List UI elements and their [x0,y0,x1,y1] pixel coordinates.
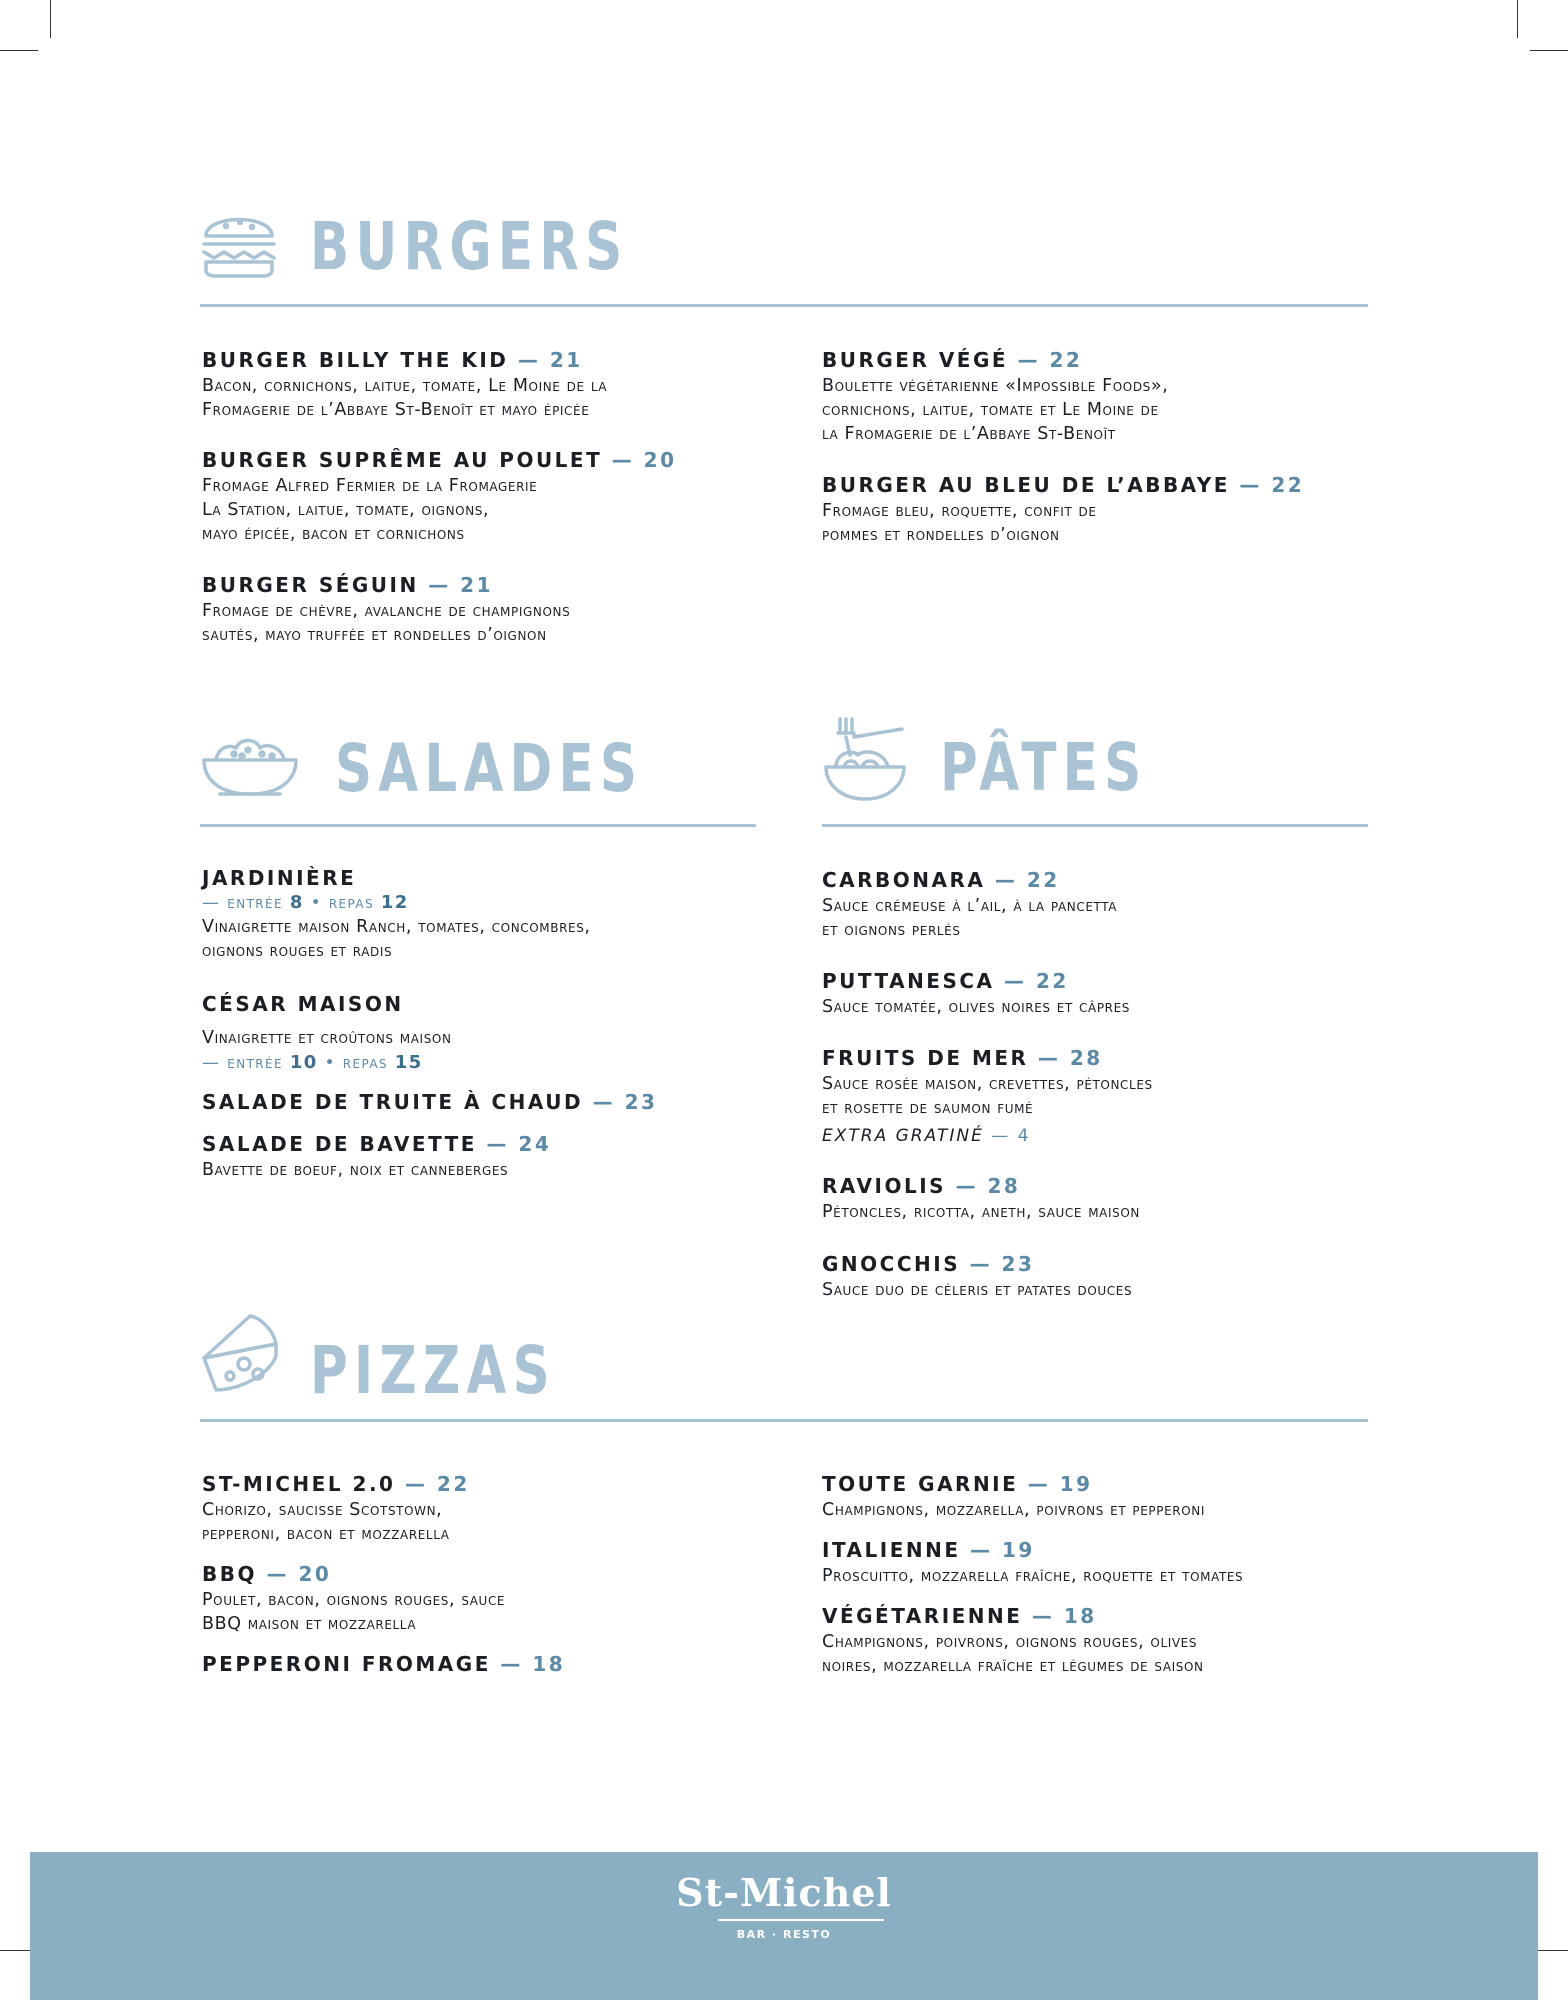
footer-band [30,1852,1538,2000]
repas-label: repas [342,1053,388,1073]
description-line: Bavette de boeuf, noix et canneberges [202,1160,509,1180]
price-dash: — [960,1538,1002,1562]
item-name-line [822,868,1382,892]
item-name-line [202,573,762,597]
item-description [202,599,762,647]
item-name: FRUITS DE MER [822,1046,1029,1070]
logo-divider [718,1919,884,1921]
item-extra [822,1126,1382,1146]
item-price: 18 [1063,1604,1097,1628]
pizza-slice-icon [200,1310,282,1398]
menu-item [822,1538,1382,1588]
section-divider [200,304,1368,307]
price-dash: — [1229,473,1272,497]
item-description [822,374,1382,446]
menu-item [202,866,762,963]
item-sizes [202,892,762,913]
item-name-line [202,448,762,472]
menu-item [822,473,1382,547]
entree-label: entrée [227,893,284,913]
menu-item [822,1174,1382,1224]
bullet: • [303,893,329,913]
item-name-line [202,1562,762,1586]
item-price: 22 [1035,969,1069,993]
entree-price: 8 [289,892,304,913]
item-sizes [202,1052,762,1073]
brand-logo: St-Michel [676,1870,892,1915]
item-name-line [822,473,1382,497]
item-name: SALADE DE BAVETTE [202,1132,477,1156]
item-name-line [202,866,762,890]
price-dash: — [490,1652,533,1676]
brand-tagline: BAR · RESTO [736,1928,832,1941]
item-name: JARDINIÈRE [202,866,357,890]
item-name: CÉSAR MAISON [202,992,404,1016]
description-line: Poulet, bacon, oignons rouges, sauce [202,1590,506,1610]
pizzas-header [200,1310,760,1420]
item-name-line [202,1090,762,1114]
description-line: Fromage de chèvre, avalanche de champignons [202,601,571,621]
menu-item [822,868,1382,942]
price-dash: — [960,1252,1002,1276]
item-name: SALADE DE TRUITE À CHAUD [202,1090,584,1114]
item-description [822,1498,1382,1522]
price-dash: — [418,573,461,597]
description-line: mayo épicée, bacon et cornichons [202,524,465,544]
item-description [822,894,1382,942]
item-price: 21 [549,348,583,372]
section-title: SALADES [335,730,644,807]
section-divider [822,824,1368,827]
description-line: Fromage bleu, roquette, confit de [822,501,1097,521]
menu-item [202,1132,762,1182]
description-line: Sauce duo de céleris et patates douces [822,1280,1133,1300]
price-dash: — [1022,1604,1064,1628]
item-name-line [202,348,762,372]
item-description [202,915,762,963]
price-dash: — [202,1053,228,1073]
item-name: CARBONARA [822,868,986,892]
description-line: Vinaigrette et croûtons maison [202,1028,452,1048]
item-name-line [202,1652,762,1676]
menu-item [202,1652,762,1676]
item-name: PUTTANESCA [822,969,995,993]
item-price: 22 [1049,348,1083,372]
description-line: oignons rouges et radis [202,941,393,961]
price-dash: — [508,348,550,372]
item-name: GNOCCHIS [822,1252,961,1276]
item-name: BURGER VÉGÉ [822,348,1009,372]
description-line: Sauce crémeuse à l’ail, à la pancetta [822,896,1118,916]
repas-label: repas [328,893,375,913]
item-name-line [822,1538,1382,1562]
menu-item [822,1252,1382,1302]
item-name: ITALIENNE [822,1538,961,1562]
price-dash: — [983,1126,1018,1146]
description-line: cornichons, laitue, tomate et Le Moine de [822,400,1159,420]
item-name-line [822,1472,1382,1496]
description-line: Fromagerie de l’Abbaye St-Benoît et mayo épicée [202,400,590,420]
item-description [202,374,762,422]
item-description [202,1158,762,1182]
item-price: 28 [987,1174,1021,1198]
item-description [822,1072,1382,1120]
item-description [202,474,762,546]
item-name: PEPPERONI FROMAGE [202,1652,491,1676]
burger-icon [200,200,278,284]
item-name-line [202,1472,762,1496]
menu-item [202,992,762,1073]
salad-bowl-icon [200,730,300,806]
price-dash: — [1008,348,1050,372]
item-price: 20 [298,1562,332,1586]
item-description [822,499,1382,547]
price-dash: — [1028,1046,1070,1070]
item-description [202,1026,762,1050]
item-name: BURGER AU BLEU DE L’ABBAYE [822,473,1230,497]
crop-mark [1530,50,1568,51]
description-line: Champignons, mozzarella, poivrons et pepperoni [822,1500,1205,1520]
price-dash: — [946,1174,988,1198]
section-title: PIZZAS [310,1332,556,1409]
description-line: sautés, mayo truffée et rondelles d’oignon [202,625,547,645]
description-line: pepperoni, bacon et mozzarella [202,1524,450,1544]
description-line: Pétoncles, ricotta, aneth, sauce maison [822,1202,1140,1222]
item-price: 19 [1059,1472,1093,1496]
description-line: pommes et rondelles d’oignon [822,525,1060,545]
item-description [202,1498,762,1546]
item-name: RAVIOLIS [822,1174,947,1198]
item-price: 28 [1069,1046,1103,1070]
item-description [822,1564,1382,1588]
pates-header [822,715,1382,825]
entree-label: entrée [227,1053,284,1073]
item-description [822,995,1382,1019]
item-name-line [822,1174,1382,1198]
item-name: BURGER BILLY THE KID [202,348,509,372]
item-price: 22 [1271,473,1305,497]
description-line: et oignons perlés [822,920,961,940]
item-name-line [202,992,762,1016]
price-dash: — [395,1472,437,1496]
description-line: Proscuitto, mozzarella fraîche, roquette et tomates [822,1566,1244,1586]
menu-item [202,1562,762,1636]
description-line: Fromage Alfred Fermier de la Fromagerie [202,476,538,496]
description-line: Champignons, poivrons, oignons rouges, olives [822,1632,1198,1652]
item-price: 24 [518,1132,552,1156]
extra-price: 4 [1017,1126,1031,1146]
item-name-line [822,969,1382,993]
section-divider [200,824,756,827]
item-description [822,1630,1382,1678]
menu-item [202,1472,762,1546]
bullet: • [317,1053,343,1073]
description-line: Bacon, cornichons, laitue, tomate, Le Moine de la [202,376,608,396]
price-dash: — [985,868,1027,892]
price-dash: — [994,969,1036,993]
item-price: 23 [1001,1252,1035,1276]
section-divider [200,1419,1368,1422]
item-name-line [822,1046,1382,1070]
description-line: BBQ maison et mozzarella [202,1614,417,1634]
item-name-line [822,1604,1382,1628]
menu-item [822,1472,1382,1522]
item-name: BURGER SUPRÊME AU POULET [202,448,603,472]
item-name: ST-MICHEL 2.0 [202,1472,396,1496]
section-title: PÂTES [940,729,1148,806]
description-line: Sauce tomatée, olives noires et câpres [822,997,1130,1017]
item-name: BURGER SÉGUIN [202,573,419,597]
description-line: et rosette de saumon fumé [822,1098,1034,1118]
menu-item [822,969,1382,1019]
price-dash: — [583,1090,625,1114]
crop-mark [1517,0,1518,38]
item-price: 23 [624,1090,658,1114]
item-description [822,1200,1382,1224]
item-price: 19 [1001,1538,1035,1562]
crop-mark [50,0,51,38]
menu-item [822,348,1382,446]
item-price: 18 [532,1652,566,1676]
item-price: 20 [643,448,677,472]
price-dash: — [202,893,228,913]
repas-price: 12 [380,892,409,913]
repas-price: 15 [394,1052,423,1073]
crop-mark [0,50,38,51]
item-price: 22 [1026,868,1060,892]
item-name: BBQ [202,1562,257,1586]
item-name: VÉGÉTARIENNE [822,1604,1023,1628]
item-name-line [202,1132,762,1156]
description-line: Vinaigrette maison Ranch, tomates, concombres, [202,917,591,937]
menu-item [202,348,762,422]
entree-price: 10 [289,1052,318,1073]
menu-item [822,1604,1382,1678]
item-price: 22 [436,1472,470,1496]
extra-label: EXTRA GRATINÉ [822,1126,984,1146]
section-title: BURGERS [310,208,629,285]
pasta-bowl-icon [822,715,908,807]
description-line: noires, mozzarella fraîche et légumes de saison [822,1656,1204,1676]
description-line: la Fromagerie de l’Abbaye St-Benoît [822,424,1116,444]
menu-item [202,1090,762,1114]
menu-item [202,448,762,546]
description-line: Boulette végétarienne «Impossible Foods», [822,376,1169,396]
price-dash: — [476,1132,519,1156]
item-name-line [822,348,1382,372]
description-line: Chorizo, saucisse Scotstown, [202,1500,443,1520]
description-line: La Station, laitue, tomate, oignons, [202,500,490,520]
price-dash: — [1018,1472,1060,1496]
price-dash: — [257,1562,299,1586]
menu-item [202,573,762,647]
description-line: Sauce rosée maison, crevettes, pétoncles [822,1074,1153,1094]
item-description [202,1588,762,1636]
item-description [822,1278,1382,1302]
price-dash: — [602,448,644,472]
burgers-header [200,200,629,310]
item-price: 21 [460,573,494,597]
menu-item [822,1046,1382,1146]
item-name: TOUTE GARNIE [822,1472,1019,1496]
item-name-line [822,1252,1382,1276]
